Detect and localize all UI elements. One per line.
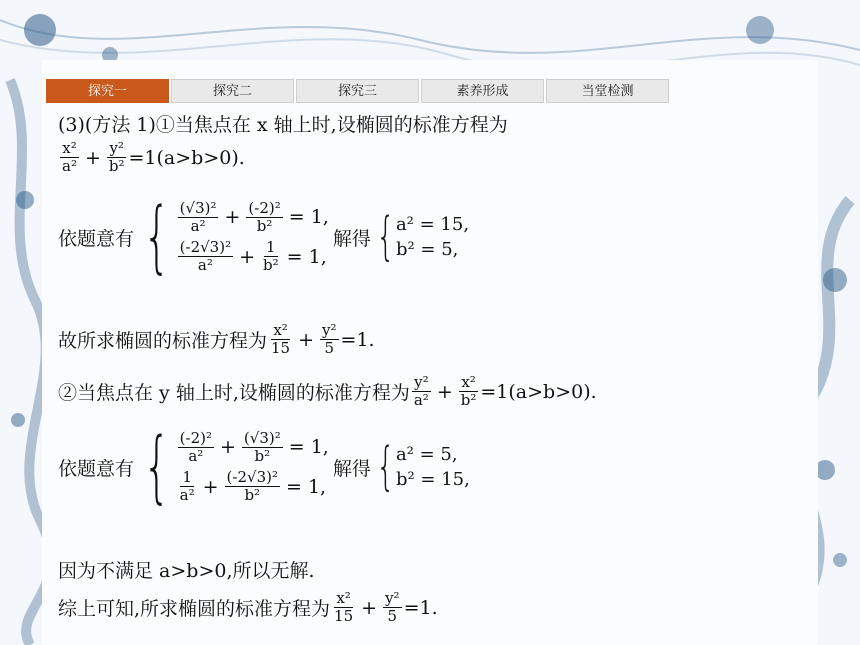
result-equation-1: 故所求椭圆的标准方程为 $\frac{\text{x²}}{15}$ + $\frac{\text{y²}}{5}$ =1. xyxy=(58,321,375,358)
text: (3)(方法 1)①当焦点在 x 轴上时,设椭圆的标准方程为 xyxy=(58,114,508,136)
equation-system-2: 依题意有 { $\frac{\text{(-2)²}}{\text{a²}}$ + $\frac{\text{(√3)²}}{\text{b²}}$ = 1, $\frac{1}{\text{a²}}$ + $\frac{\text{(-2√3)²}}{\text{b²}}$ = 1, 解得 { a² = 5, b² = 15, xyxy=(58,422,470,512)
tab-explore-2[interactable]: 探究二 xyxy=(171,79,294,103)
fraction: $\frac{\text{y²}}{\text{b²}}$ xyxy=(108,139,125,176)
tab-bar xyxy=(46,79,669,103)
fraction: $\frac{\text{x²}}{\text{a²}}$ xyxy=(62,139,77,176)
ellipse-equation-y: ②当焦点在 y 轴上时,设椭圆的标准方程为 $\frac{\text{y²}}{\text{a²}}$ + $\frac{\text{x²}}{\text{b²}}$ =1(a>b>0). xyxy=(58,373,597,410)
tab-literacy[interactable]: 素养形成 xyxy=(421,79,544,103)
ellipse-equation-x: $\frac{\text{x²}}{\text{a²}}$ + $\frac{\text{y²}}{\text{b²}}$ =1(a>b>0). xyxy=(62,139,245,176)
no-solution-line: 因为不满足 a>b>0,所以无解. xyxy=(58,560,315,582)
tab-explore-1[interactable]: 探究一 xyxy=(46,79,169,103)
equation-system-1: 依题意有 { $\frac{\text{(√3)²}}{\text{a²}}$ + $\frac{\text{(-2)²}}{\text{b²}}$ = 1, $\frac{\text{(-2√3)²}}{\text{a²}}$ + $\frac{1}{\text{b²}}$ = 1, 解得 { a² = 15, b² = 5, xyxy=(58,192,470,282)
method-line xyxy=(58,110,508,137)
conclusion-line: 综上可知,所求椭圆的标准方程为 $\frac{\text{x²}}{15}$ + $\frac{\text{y²}}{5}$ =1. xyxy=(58,589,438,626)
tab-class-check[interactable]: 当堂检测 xyxy=(546,79,669,103)
tab-explore-3[interactable]: 探究三 xyxy=(296,79,419,103)
